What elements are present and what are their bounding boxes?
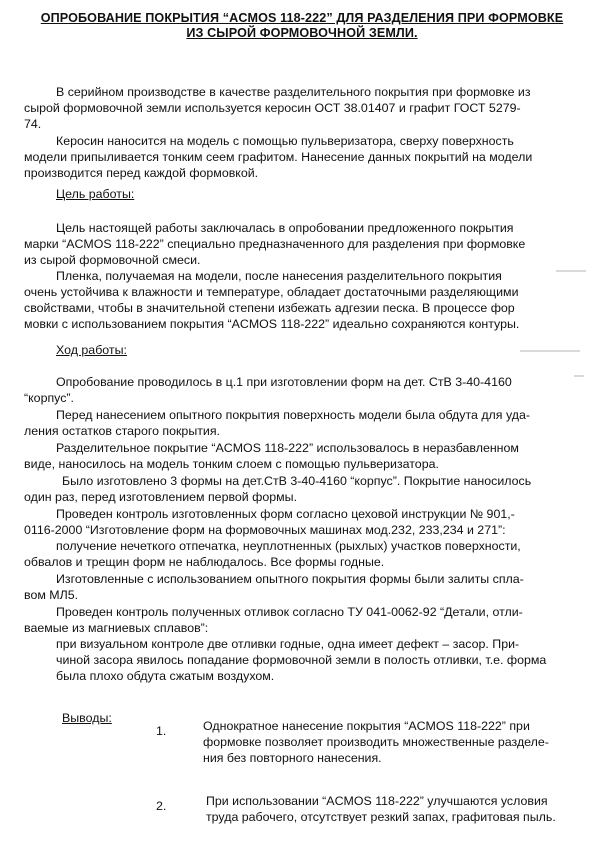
progress-line: “корпус”.	[24, 391, 74, 405]
goal-line: из сырой формовочной смеси.	[24, 253, 201, 267]
goal-heading: Цель работы:	[56, 187, 135, 201]
progress-line: Опробование проводилось в ц.1 при изготовлении форм на дет. СтВ 3-40-4160	[56, 375, 512, 389]
progress-line: один раз, перед изготовлением первой формы.	[24, 490, 298, 504]
document-title-line-2: ИЗ СЫРОЙ ФОРМОВОЧНОЙ ЗЕМЛИ.	[186, 26, 418, 40]
progress-line: Проведен контроль полученных отливок согласно ТУ 041-0062-92 “Детали, отли-	[56, 605, 523, 619]
conclusions-heading: Выводы:	[62, 711, 112, 725]
progress-line: Было изготовлено 3 формы на дет.СтВ 3-40-4160 “корпус”. Покрытие наносилось	[62, 474, 532, 488]
progress-heading: Ход работы:	[56, 343, 127, 357]
progress-line: Разделительное покрытие “ACMOS 118-222” использовалось в неразбавленном	[56, 441, 519, 455]
progress-line: была плохо обдута сжатым воздухом.	[56, 669, 275, 683]
document-title-line-1: ОПРОБОВАНИЕ ПОКРЫТИЯ “ACMOS 118-222” ДЛЯ РАЗДЕЛЕНИЯ ПРИ ФОРМОВКЕ	[40, 11, 564, 25]
progress-line: обвалов и трещин форм не наблюдалось. Все формы годные.	[24, 555, 385, 569]
intro-line: производится перед каждой формовкой.	[24, 166, 259, 180]
scan-artifact	[574, 375, 584, 377]
progress-line: виде, наносилось на модель тонким слоем с помощью пульверизатора.	[24, 457, 439, 471]
progress-line: при визуальном контроле две отливки годные, одна имеет дефект – засор. При-	[56, 637, 520, 651]
progress-line: ваемые из магниевых сплавов”:	[24, 621, 209, 635]
conclusion-number: 1.	[156, 724, 167, 738]
conclusion-line: Однократное нанесение покрытия “ACMOS 118-222” при	[203, 719, 530, 733]
progress-line: Проведен контроль изготовленных форм согласно цеховой инструкции № 901,-	[56, 507, 515, 521]
goal-line: свойствами, чтобы в значительной степени избежать адгезии песка. В процессе фор	[24, 301, 515, 315]
goal-line: марки “ACMOS 118-222” специально предназначенного для разделения при формовке	[24, 237, 526, 251]
goal-line: Цель настоящей работы заключалась в опробовании предложенного покрытия	[56, 221, 514, 235]
conclusion-number: 2.	[156, 799, 167, 813]
intro-line: сырой формовочной земли используется керосин ОСТ 38.01407 и графит ГОСТ 5279-	[24, 101, 521, 115]
goal-line: очень устойчива к влажности и температуре, обладает достаточными разделяющими	[24, 285, 519, 299]
progress-line: вом МЛ5.	[24, 588, 79, 602]
conclusion-line: При использовании “ACMOS 118-222” улучшаются условия	[206, 794, 548, 808]
goal-line: мовки с использованием покрытия “ACMOS 118-222” идеально сохраняются контуры.	[24, 317, 520, 331]
progress-line: получение нечеткого отпечатка, неуплотненных (рыхлых) участков поверхности,	[56, 539, 521, 553]
conclusion-line: формовке позволяет производить множественные разделе-	[203, 735, 549, 749]
intro-line: Керосин наносится на модель с помощью пульверизатора, сверху поверхность	[56, 134, 514, 148]
scan-artifact	[556, 270, 586, 272]
progress-line: Изготовленные с использованием опытного покрытия формы были залиты спла-	[56, 572, 524, 586]
goal-line: Пленка, получаемая на модели, после нанесения разделительного покрытия	[56, 269, 502, 283]
conclusion-line: труда рабочего, отсутствует резкий запах, графитовая пыль.	[206, 810, 556, 824]
progress-line: ления остатков старого покрытия.	[24, 424, 220, 438]
intro-line: 74.	[24, 117, 42, 131]
intro-line: В серийном производстве в качестве разделительного покрытия при формовке из	[56, 85, 531, 99]
conclusion-line: ния без повторного нанесения.	[203, 751, 382, 765]
progress-line: 0116-2000 “Изготовление форм на формовочных машинах мод.232, 233,234 и 271”:	[24, 523, 506, 537]
scan-artifact	[520, 350, 580, 352]
progress-line: чиной засора явилось попадание формовочной земли в полость отливки, т.е. форма	[56, 653, 547, 667]
progress-line: Перед нанесением опытного покрытия поверхность модели была обдута для уда-	[56, 408, 530, 422]
intro-line: модели припыливается тонким сеем графитом. Нанесение данных покрытий на модели	[24, 150, 533, 164]
